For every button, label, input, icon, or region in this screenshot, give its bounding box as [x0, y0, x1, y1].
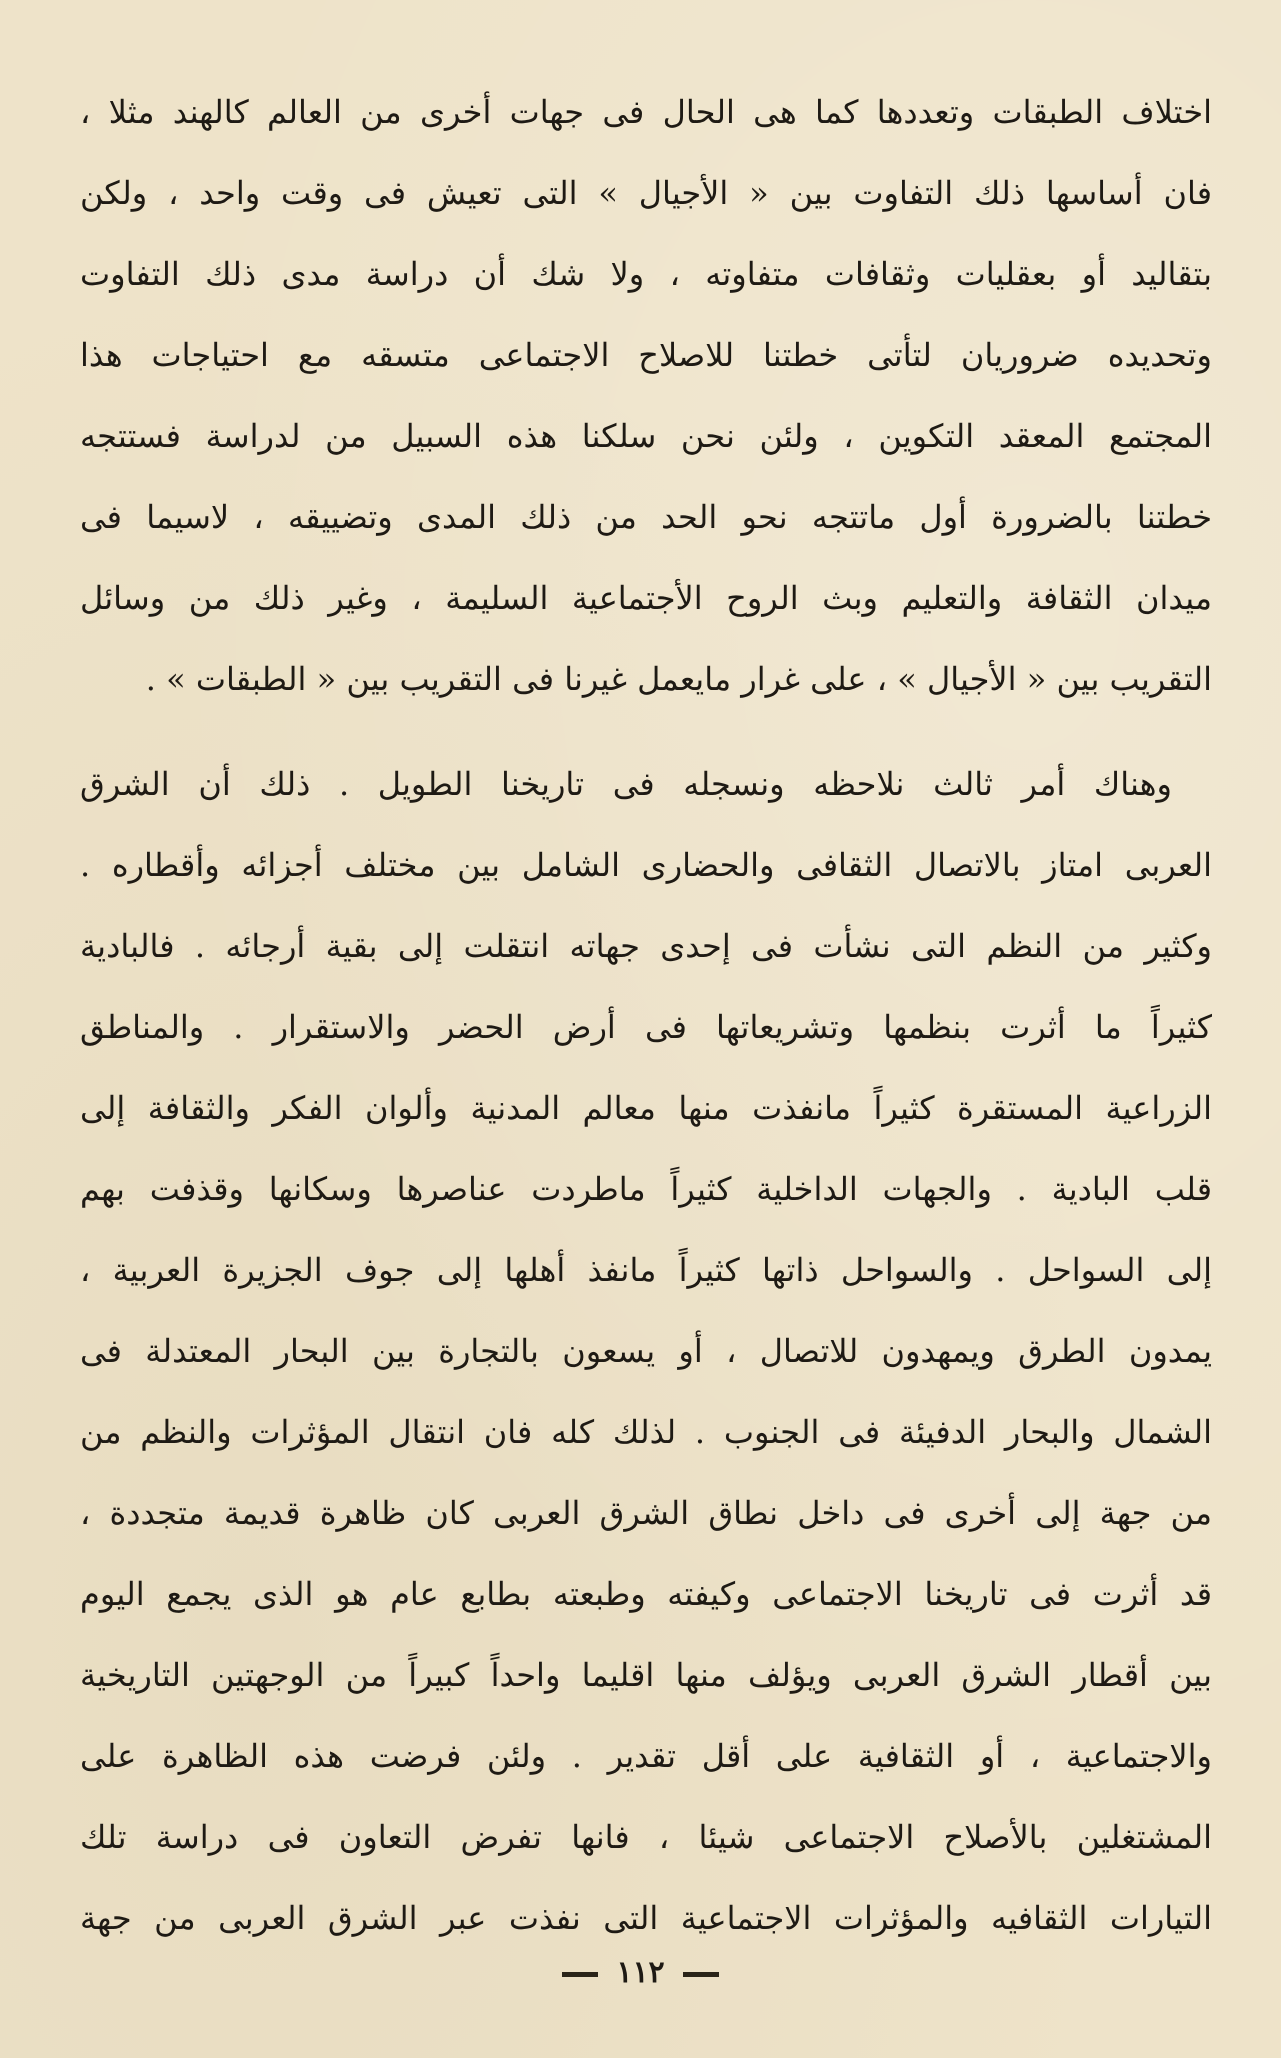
paragraph-1 — [80, 72, 1212, 720]
page-number: ١١٢ — [616, 1955, 665, 1990]
text-line: ميدان الثقافة والتعليم وبث الروح الأجتماعية السليمة ، وغير ذلك من وسائل — [80, 579, 1212, 617]
text-line: وتحديده ضروريان لتأتى خطتنا للاصلاح الاجتماعى متسقه مع احتياجات هذا — [80, 336, 1212, 374]
text-line: والاجتماعية ، أو الثقافية على أقل تقدير . ولئن فرضت هذه الظاهرة على — [80, 1737, 1212, 1775]
text-line: الزراعية المستقرة كثيراً مانفذت منها معالم المدنية وألوان الفكر والثقافة إلى — [80, 1089, 1212, 1127]
text-line: قد أثرت فى تاريخنا الاجتماعى وكيفته وطبعته بطابع عام هو الذى يجمع اليوم — [80, 1575, 1212, 1613]
text-line: فان أساسها ذلك التفاوت بين « الأجيال » التى تعيش فى وقت واحد ، ولكن — [80, 174, 1212, 212]
text-line: خطتنا بالضرورة أول ماتتجه نحو الحد من ذلك المدى وتضييقه ، لاسيما فى — [80, 498, 1212, 536]
text-line: المشتغلين بالأصلاح الاجتماعى شيئا ، فانها تفرض التعاون فى دراسة تلك — [80, 1818, 1212, 1856]
paragraph-2 — [80, 744, 1212, 1959]
text-line: كثيراً ما أثرت بنظمها وتشريعاتها فى أرض الحضر والاستقرار . والمناطق — [80, 1008, 1212, 1046]
text-line: وهناك أمر ثالث نلاحظه ونسجله فى تاريخنا الطويل . ذلك أن الشرق — [80, 765, 1172, 803]
page-number-footer — [0, 1955, 1281, 1990]
text-line: بين أقطار الشرق العربى ويؤلف منها اقليما واحداً كبيراً من الوجهتين التاريخية — [80, 1656, 1212, 1694]
book-page — [80, 72, 1212, 1959]
dash-decoration — [683, 1972, 719, 1977]
text-line: من جهة إلى أخرى فى داخل نطاق الشرق العربى كان ظاهرة قديمة متجددة ، — [80, 1494, 1212, 1532]
text-line: العربى امتاز بالاتصال الثقافى والحضارى الشامل بين مختلف أجزائه وأقطاره . — [80, 846, 1212, 884]
text-line: قلب البادية . والجهات الداخلية كثيراً ماطردت عناصرها وسكانها وقذفت بهم — [80, 1170, 1212, 1208]
text-line: يمدون الطرق ويمهدون للاتصال ، أو يسعون بالتجارة بين البحار المعتدلة فى — [80, 1332, 1212, 1370]
text-line: بتقاليد أو بعقليات وثقافات متفاوته ، ولا شك أن دراسة مدى ذلك التفاوت — [80, 255, 1212, 293]
text-line: المجتمع المعقد التكوين ، ولئن نحن سلكنا هذه السبيل من لدراسة فستتجه — [80, 417, 1212, 455]
text-line: اختلاف الطبقات وتعددها كما هى الحال فى جهات أخرى من العالم كالهند مثلا ، — [80, 93, 1212, 131]
text-line: وكثير من النظم التى نشأت فى إحدى جهاته انتقلت إلى بقية أرجائه . فالبادية — [80, 927, 1212, 965]
text-line: التقريب بين « الأجيال » ، على غرار مايعمل غيرنا فى التقريب بين « الطبقات » . — [145, 660, 1212, 698]
text-line: التيارات الثقافيه والمؤثرات الاجتماعية التى نفذت عبر الشرق العربى من جهة — [80, 1899, 1212, 1937]
dash-decoration — [562, 1972, 598, 1977]
text-line: الشمال والبحار الدفيئة فى الجنوب . لذلك كله فان انتقال المؤثرات والنظم من — [80, 1413, 1212, 1451]
paragraph-spacer — [80, 720, 1212, 744]
text-line: إلى السواحل . والسواحل ذاتها كثيراً مانفذ أهلها إلى جوف الجزيرة العربية ، — [80, 1251, 1212, 1289]
